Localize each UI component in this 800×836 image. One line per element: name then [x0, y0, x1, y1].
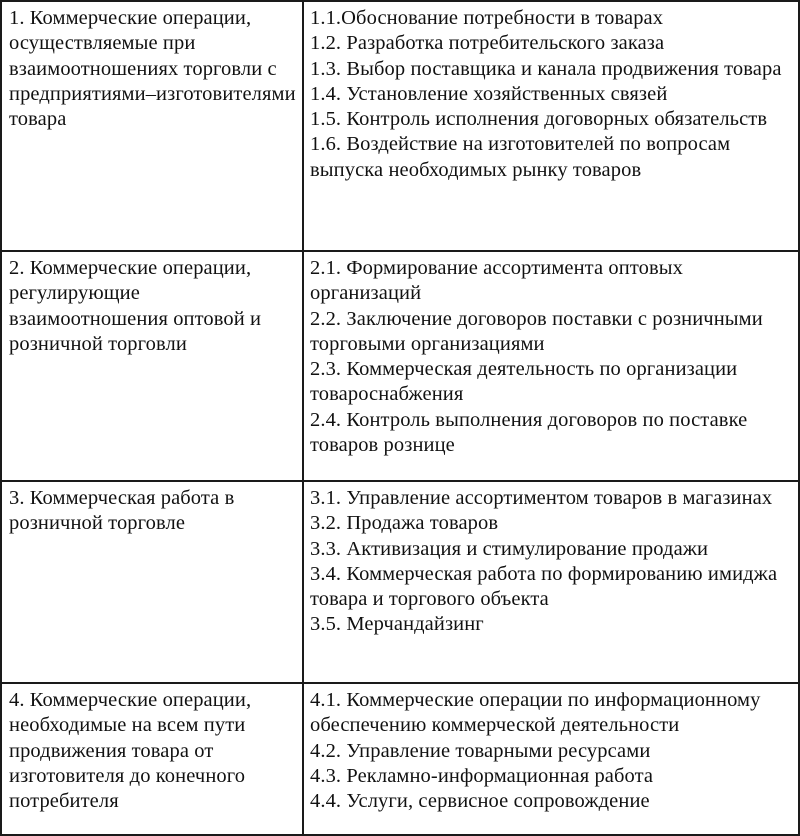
category-text: 1. Коммерческие операции, осуществляемые при взаимоотношениях торговли с предприятиями–изготовителями товара	[9, 7, 296, 131]
items-cell	[303, 1, 799, 251]
list-item: 1.1.Обоснование потребности в товарах	[310, 7, 664, 29]
list-item: 1.3. Выбор поставщика и канала продвижения товара	[310, 57, 782, 80]
list-item: 4.1. Коммерческие операции по информационному обеспечению коммерческой деятельности	[310, 689, 761, 737]
list-item: 3.1. Управление ассортиментом товаров в магазинах	[310, 487, 773, 509]
list-item: 4.4. Услуги, сервисное сопровождение	[310, 790, 650, 813]
list-item: 2.4. Контроль выполнения договоров по поставке товаров рознице	[310, 408, 748, 457]
list-item: 1.5. Контроль исполнения договорных обязательств	[310, 108, 768, 131]
list-item: 3.3. Активизация и стимулирование продажи	[310, 537, 709, 560]
category-cell	[1, 683, 303, 835]
items-cell	[303, 683, 799, 835]
category-text: 3. Коммерческая работа в розничной торговле	[9, 487, 235, 535]
table-row	[1, 1, 799, 251]
list-item: 2.1. Формирование ассортимента оптовых организаций	[310, 257, 683, 305]
table-row	[1, 481, 799, 683]
category-cell	[1, 1, 303, 251]
list-item: 1.2. Разработка потребительского заказа	[310, 32, 665, 55]
list-item: 3.2. Продажа товаров	[310, 512, 499, 535]
category-cell	[1, 481, 303, 683]
list-item: 1.4. Установление хозяйственных связей	[310, 82, 668, 105]
list-item: 1.6. Воздействие на изготовителей по вопросам выпуска необходимых рынку товаров	[310, 133, 731, 181]
list-item: 4.3. Рекламно-информационная работа	[310, 764, 654, 787]
list-item: 2.2. Заключение договоров поставки с розничными торговыми организациями	[310, 307, 763, 355]
table-row	[1, 683, 799, 835]
table-row	[1, 251, 799, 481]
list-item: 3.4. Коммерческая работа по формированию имиджа товара и торгового объекта	[310, 562, 778, 611]
list-item: 2.3. Коммерческая деятельность по организации товароснабжения	[310, 358, 738, 406]
items-cell	[303, 251, 799, 481]
list-item: 4.2. Управление товарными ресурсами	[310, 739, 651, 762]
items-cell	[303, 481, 799, 683]
category-cell	[1, 251, 303, 481]
category-text: 2. Коммерческие операции, регулирующие взаимоотношения оптовой и розничной торговли	[9, 257, 262, 355]
list-item: 3.5. Мерчандайзинг	[310, 613, 484, 636]
category-text: 4. Коммерческие операции, необходимые на всем пути продвижения товара от изготовителя до конечного потребителя	[9, 689, 252, 813]
